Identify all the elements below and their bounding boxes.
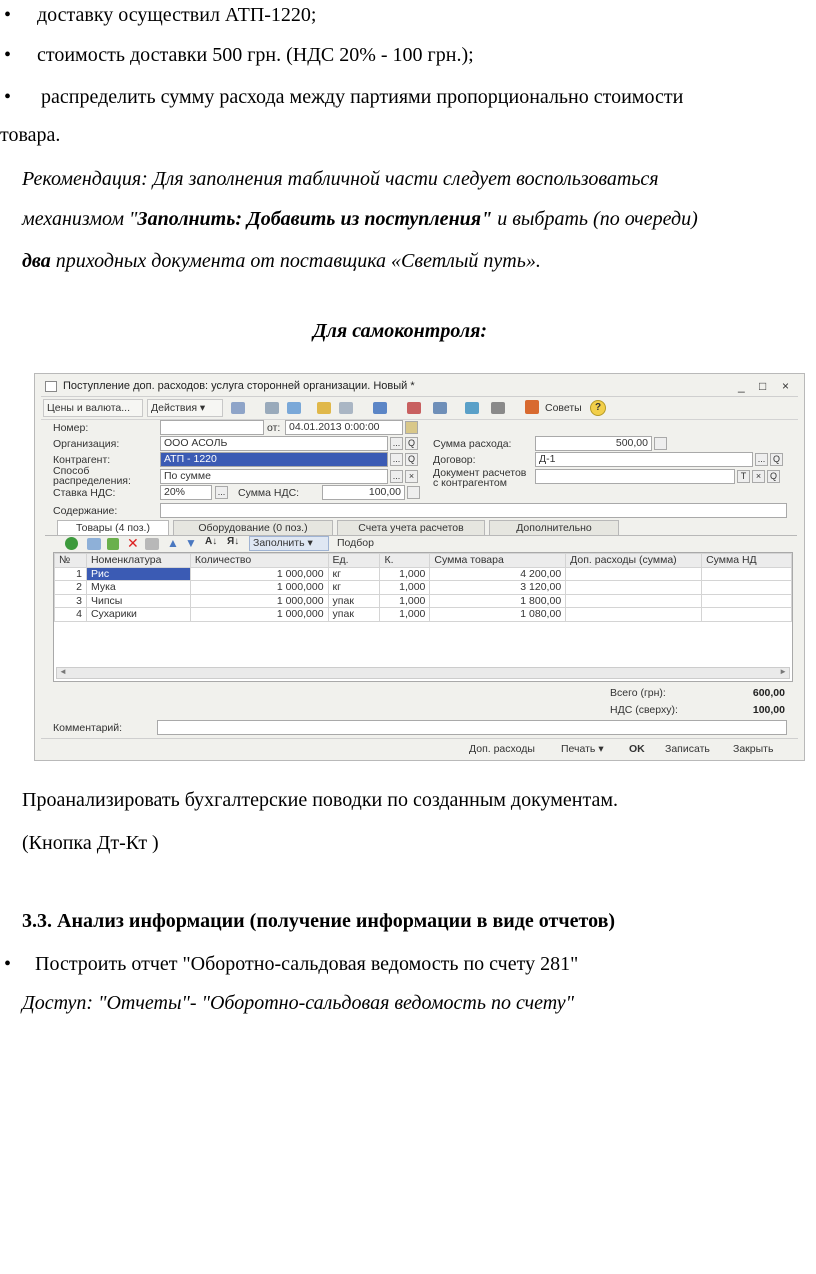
tab-equipment[interactable]: Оборудование (0 поз.) (173, 520, 333, 536)
row-vat-sum[interactable] (702, 594, 792, 608)
org-select-button[interactable]: ... (390, 437, 403, 450)
table-row[interactable] (55, 608, 792, 622)
row-number: 4 (55, 608, 87, 622)
row-vat-sum[interactable] (702, 608, 792, 622)
window-titlebar (41, 378, 798, 396)
nav-arrow-icon[interactable] (373, 402, 387, 414)
row-item[interactable]: Сухарики (86, 608, 190, 622)
actions-menu-button[interactable]: Действия ▾ (147, 399, 223, 417)
bullet-text-1: доставку осуществил АТП-1220; (37, 4, 317, 26)
table-row[interactable] (55, 581, 792, 595)
self-check-heading: Для самоконтроля: (313, 320, 488, 342)
grid-icon[interactable] (265, 402, 279, 414)
distribution-select-button[interactable]: ... (390, 470, 403, 483)
total-label: Всего (грн): (610, 687, 666, 699)
tab-goods[interactable]: Товары (4 поз.) (57, 520, 169, 536)
col-goods-sum[interactable]: Сумма товара (430, 554, 566, 568)
settlement-doc-label: Документ расчетов с контрагентом (433, 467, 527, 489)
row-vat-sum[interactable] (702, 567, 792, 581)
save-button[interactable]: Записать (665, 743, 710, 755)
total-value: 600,00 (752, 687, 785, 699)
bullet: • (4, 953, 12, 975)
rec-text-bold: Заполнить: Добавить из поступления" (137, 208, 493, 230)
col-item[interactable]: Номенклатура (86, 554, 190, 568)
content-label: Содержание: (53, 505, 118, 517)
col-k[interactable]: К. (380, 554, 430, 568)
settlement-search-icon[interactable]: Q (767, 470, 780, 483)
row-goods-sum[interactable]: 1 080,00 (430, 608, 566, 622)
close-window-button[interactable]: × (782, 379, 790, 393)
bullet-text-3: распределить сумму расхода между партиями пропорционально стоимости (41, 86, 684, 108)
go-icon[interactable] (317, 402, 331, 414)
contract-search-icon[interactable]: Q (770, 453, 783, 466)
vat-calculator-icon[interactable] (407, 486, 420, 499)
row-item[interactable]: Рис (86, 567, 190, 581)
document-window (34, 373, 805, 761)
row-number: 3 (55, 594, 87, 608)
row-extra-expenses[interactable] (566, 581, 702, 595)
list-icon[interactable] (491, 402, 505, 414)
add-row-icon[interactable] (65, 537, 78, 550)
row-quantity[interactable]: 1 000,000 (190, 608, 328, 622)
vat-rate-label: Ставка НДС: (53, 487, 116, 499)
bullet: • (4, 86, 12, 108)
vat-rate-select-button[interactable]: ... (215, 486, 228, 499)
row-goods-sum[interactable]: 4 200,00 (430, 567, 566, 581)
comment-field[interactable] (157, 720, 787, 735)
recommendation-line-1: Рекомендация: Для заполнения табличной части следует воспользоваться (22, 168, 659, 190)
row-extra-expenses[interactable] (566, 567, 702, 581)
organization-label: Организация: (53, 438, 120, 450)
move-down-icon[interactable]: ▼ (185, 536, 197, 550)
row-quantity[interactable]: 1 000,000 (190, 567, 328, 581)
vat-sum-label: Сумма НДС: (238, 487, 300, 499)
extra-expenses-button[interactable]: Доп. расходы (469, 743, 535, 755)
prices-currency-button[interactable]: Цены и валюта... (43, 399, 143, 417)
settlement-doc-field[interactable] (535, 469, 735, 484)
contractor-label: Контрагент: (53, 454, 111, 466)
row-k[interactable]: 1,000 (380, 608, 430, 622)
contractor-field[interactable]: АТП - 1220 (160, 452, 388, 467)
edit-row-icon[interactable] (107, 538, 119, 550)
calendar-icon[interactable] (405, 421, 418, 434)
row-k[interactable]: 1,000 (380, 567, 430, 581)
goods-table (53, 552, 793, 682)
row-item[interactable]: Чипсы (86, 594, 190, 608)
section-heading: 3.3. Анализ информации (получение информации в виде отчетов) (22, 910, 616, 932)
col-unit[interactable]: Ед. (328, 554, 380, 568)
pick-button[interactable]: Подбор (337, 537, 374, 549)
bullet-text-4: Построить отчет "Оборотно-сальдовая ведомость по счету 281" (35, 953, 579, 975)
contract-select-button[interactable]: ... (755, 453, 768, 466)
comment-label: Комментарий: (53, 722, 123, 734)
filter-icon[interactable] (465, 402, 479, 414)
row-quantity[interactable]: 1 000,000 (190, 594, 328, 608)
row-k[interactable]: 1,000 (380, 581, 430, 595)
date-field[interactable]: 04.01.2013 0:00:00 (285, 420, 403, 435)
vat-total-label: НДС (сверху): (610, 704, 678, 716)
report-icon[interactable] (433, 402, 447, 414)
contractor-select-button[interactable]: ... (390, 453, 403, 466)
copy-row-icon[interactable] (87, 538, 101, 550)
table-row[interactable] (55, 594, 792, 608)
distribution-field[interactable]: По сумме (160, 469, 388, 484)
tab-additional[interactable]: Дополнительно (489, 520, 619, 536)
contract-field[interactable]: Д-1 (535, 452, 753, 467)
bullet-text-2: стоимость доставки 500 грн. (НДС 20% - 100 грн.); (37, 44, 474, 66)
expense-sum-label: Сумма расхода: (433, 438, 512, 450)
table-header-row (55, 554, 792, 568)
contractor-search-icon[interactable]: Q (405, 453, 418, 466)
vat-rate-field[interactable]: 20% (160, 485, 212, 500)
row-extra-expenses[interactable] (566, 594, 702, 608)
vat-sum-field[interactable]: 100,00 (322, 485, 405, 500)
rec-text-two: два (22, 250, 51, 272)
tab-panel-border (45, 535, 797, 536)
organization-field[interactable]: ООО АСОЛЬ (160, 436, 388, 451)
number-label: Номер: (53, 422, 89, 434)
row-goods-sum[interactable]: 3 120,00 (430, 581, 566, 595)
row-unit[interactable]: кг (328, 581, 380, 595)
ok-button[interactable]: OK (629, 743, 645, 755)
content-field[interactable] (160, 503, 787, 518)
col-vat-sum[interactable]: Сумма НД (702, 554, 792, 568)
row-unit[interactable]: упак (328, 594, 380, 608)
dt-kt-icon[interactable] (407, 402, 421, 414)
row-number: 2 (55, 581, 87, 595)
date-label: от: (267, 422, 281, 434)
move-up-icon[interactable]: ▲ (167, 536, 179, 550)
fill-menu-button[interactable]: Заполнить ▾ (249, 536, 329, 551)
col-number[interactable]: № (55, 554, 87, 568)
print-menu-button[interactable]: Печать ▾ (561, 743, 604, 755)
bullet: • (4, 4, 12, 26)
analyze-text: Проанализировать бухгалтерские поводки по созданным документам. (22, 789, 619, 811)
contract-label: Договор: (433, 454, 476, 466)
delete-row-icon[interactable]: ✕ (127, 535, 139, 551)
row-number: 1 (55, 567, 87, 581)
goods-grid (54, 553, 792, 622)
access-text: Доступ: "Отчеты"- "Оборотно-сальдовая ведомость по счету" (22, 992, 574, 1014)
end-edit-icon[interactable] (145, 538, 159, 550)
horizontal-scrollbar[interactable] (56, 667, 790, 679)
settlement-type-icon[interactable]: T (737, 470, 750, 483)
bottom-separator (41, 738, 798, 739)
vat-total-value: 100,00 (752, 704, 785, 716)
copy-icon[interactable] (231, 402, 245, 414)
tab-accounts[interactable]: Счета учета расчетов (337, 520, 485, 536)
help-icon[interactable]: ? (590, 400, 606, 416)
number-field[interactable] (160, 420, 264, 435)
row-unit[interactable]: кг (328, 567, 380, 581)
rec-text-rest: приходных документа от поставщика «Светлый путь». (50, 250, 541, 272)
bullet: • (4, 44, 12, 66)
maximize-button[interactable]: □ (759, 379, 767, 393)
scroll-left-icon[interactable]: ◄ (59, 667, 67, 676)
window-title: Поступление доп. расходов: услуга сторонней организации. Новый * (63, 380, 415, 392)
table-row[interactable] (55, 567, 792, 581)
distribution-label: Способ распределения: (53, 465, 131, 487)
row-k[interactable]: 1,000 (380, 594, 430, 608)
close-button[interactable]: Закрыть (733, 743, 774, 755)
recommendation-line-2 (22, 208, 698, 231)
row-quantity[interactable]: 1 000,000 (190, 581, 328, 595)
col-quantity[interactable]: Количество (190, 554, 328, 568)
row-item[interactable]: Мука (86, 581, 190, 595)
row-extra-expenses[interactable] (566, 608, 702, 622)
minimize-button[interactable]: _ (738, 379, 745, 393)
advice-icon[interactable] (525, 400, 539, 414)
sort-desc-icon[interactable]: Я↓ (227, 536, 240, 547)
row-unit[interactable]: упак (328, 608, 380, 622)
col-extra-expenses[interactable]: Доп. расходы (сумма) (566, 554, 702, 568)
advice-button[interactable]: Советы (545, 402, 582, 414)
scroll-right-icon[interactable]: ► (779, 667, 787, 676)
bullet-text-3-cont: товара. (0, 124, 61, 146)
expense-sum-field[interactable]: 500,00 (535, 436, 652, 451)
settlement-clear-icon[interactable]: × (752, 470, 765, 483)
rec-text-a: механизмом " (22, 208, 138, 230)
calculator-icon[interactable] (654, 437, 667, 450)
sort-asc-icon[interactable]: A↓ (205, 536, 218, 547)
title-separator (41, 396, 798, 397)
row-vat-sum[interactable] (702, 581, 792, 595)
structure-icon[interactable] (339, 402, 353, 414)
distribution-clear-icon[interactable]: × (405, 470, 418, 483)
recommendation-line-3 (22, 250, 541, 273)
rec-text-c: и выбрать (по очереди) (492, 208, 698, 230)
toolbar-separator (41, 419, 798, 420)
refresh-icon[interactable] (287, 402, 301, 414)
org-search-icon[interactable]: Q (405, 437, 418, 450)
button-note: (Кнопка Дт-Кт ) (22, 832, 159, 854)
window-icon (45, 381, 57, 392)
row-goods-sum[interactable]: 1 800,00 (430, 594, 566, 608)
